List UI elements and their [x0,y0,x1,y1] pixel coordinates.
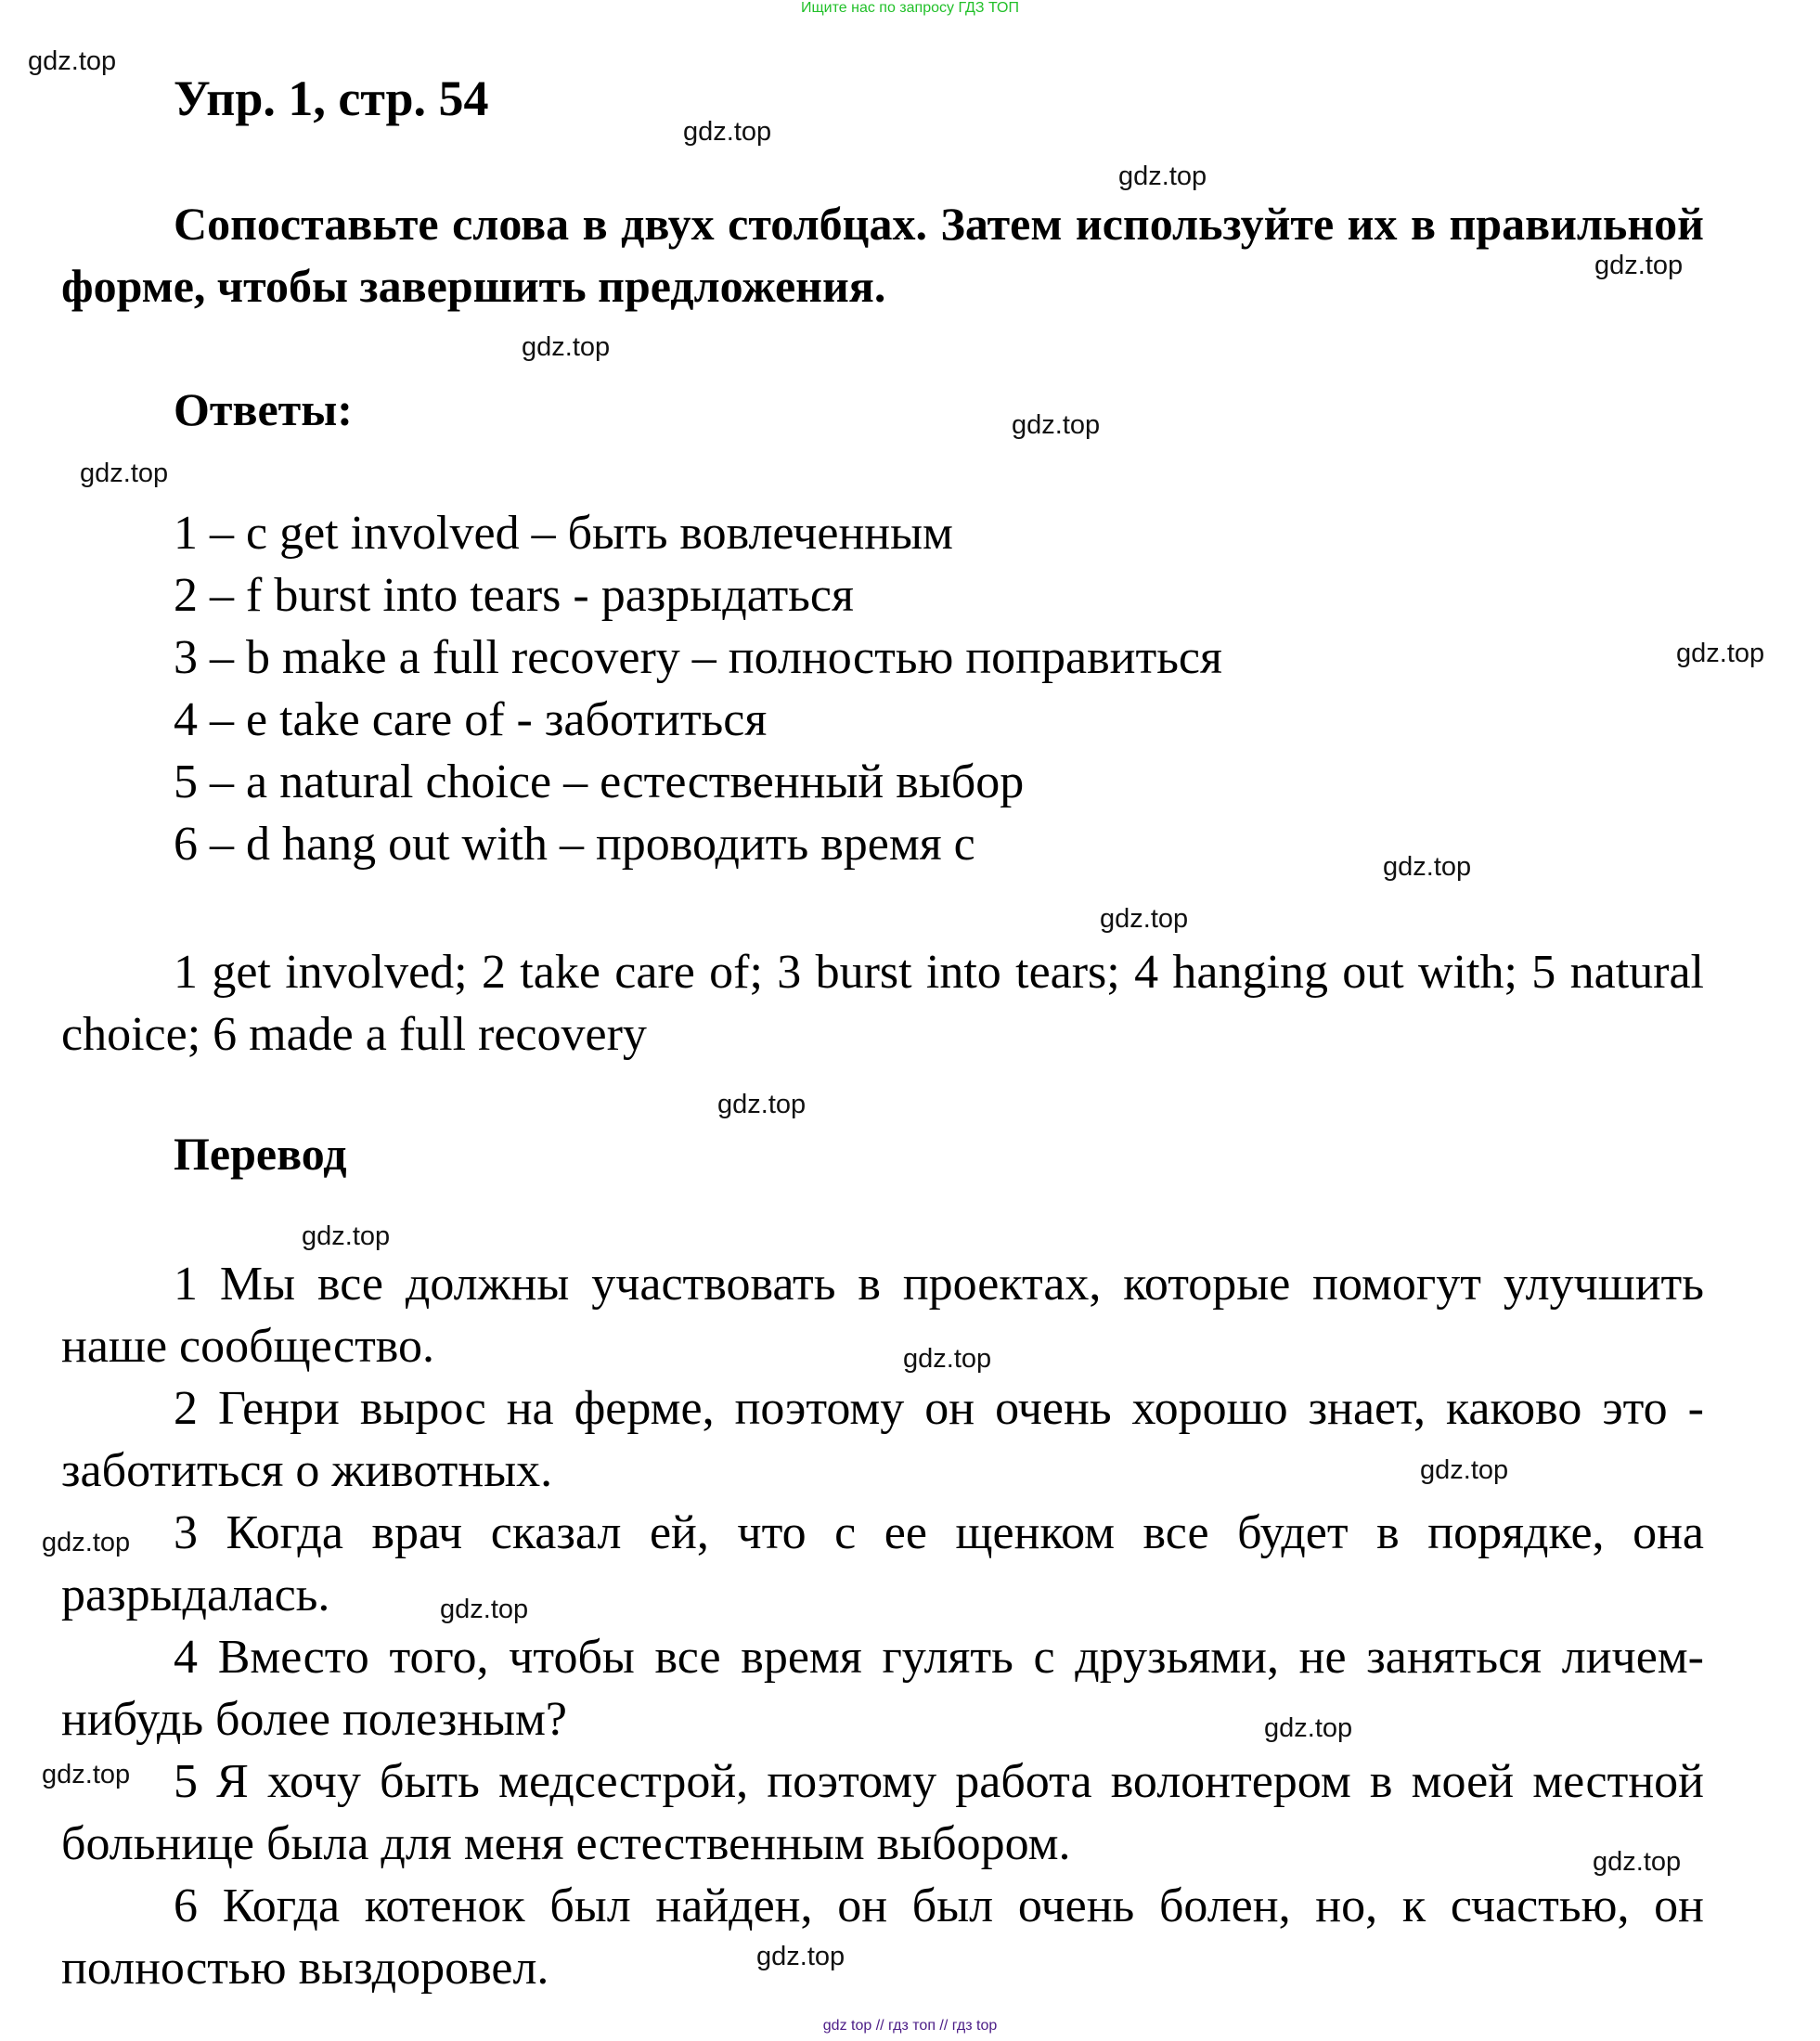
exercise-title: Упр. 1, стр. 54 [174,71,489,126]
watermark: gdz.top [717,1090,807,1119]
translation-item: 3 Когда врач сказал ей, что с ее щенком все будет в порядке, она разрыдалась. [61,1506,1704,1621]
answers-heading: Ответы: [174,383,353,435]
watermark: gdz.top [522,332,611,362]
footer-links[interactable]: gdz top // гдз топ // гдз top [822,2018,998,2034]
translation-item: 2 Генри вырос на ферме, поэтому он очень хорошо знает, каково это - заботиться о животных. [61,1382,1704,1497]
watermark: gdz.top [42,1528,131,1557]
watermark: gdz.top [1594,251,1684,280]
translation-item: 6 Когда котенок был найден, он был очень болен, но, к счастью, он полностью выздоровел. [61,1880,1704,1995]
translation-item: 4 Вместо того, чтобы все время гулять с друзьями, не заняться личем-нибудь более полезным? [61,1631,1704,1746]
watermark: gdz.top [1118,161,1207,191]
translation-heading: Перевод [174,1128,347,1180]
exercise-instruction: Сопоставьте слова в двух столбцах. Затем используйте их в правильной форме, чтобы завершить предложения. [61,198,1704,312]
watermark: gdz.top [683,117,772,147]
watermark: gdz.top [1383,852,1472,882]
watermark: gdz.top [756,1942,845,1971]
watermark: gdz.top [1420,1455,1509,1485]
watermark: gdz.top [28,46,117,76]
answer-item: 2 – f burst into tears - разрыдаться [174,569,854,622]
answer-item: 6 – d hang out with – проводить время с [174,818,975,871]
watermark: gdz.top [903,1344,992,1374]
watermark: gdz.top [1676,639,1765,668]
answer-item: 1 – c get involved – быть вовлеченным [174,507,953,560]
watermark: gdz.top [1593,1847,1682,1877]
answer-item: 4 – e take care of - заботиться [174,693,768,746]
watermark: gdz.top [42,1760,131,1789]
search-banner[interactable]: Ищите нас по запросу ГДЗ ТОП [801,0,1019,16]
watermark: gdz.top [1100,904,1189,934]
watermark: gdz.top [440,1595,529,1624]
watermark: gdz.top [302,1221,391,1251]
answer-item: 3 – b make a full recovery – полностью поправиться [174,631,1222,684]
translation-item: 1 Мы все должны участвовать в проектах, которые помогут улучшить наше сообщество. [61,1258,1704,1373]
watermark: gdz.top [80,459,169,488]
answer-item: 5 – a natural choice – естественный выбор [174,756,1025,808]
completion-answers: 1 get involved; 2 take care of; 3 burst into tears; 4 hanging out with; 5 natural choice; 6 made a full recovery [61,946,1704,1061]
watermark: gdz.top [1264,1713,1353,1743]
watermark: gdz.top [1012,410,1101,440]
translation-item: 5 Я хочу быть медсестрой, поэтому работа волонтером в моей местной больнице была для меня естественным выбором. [61,1755,1704,1870]
